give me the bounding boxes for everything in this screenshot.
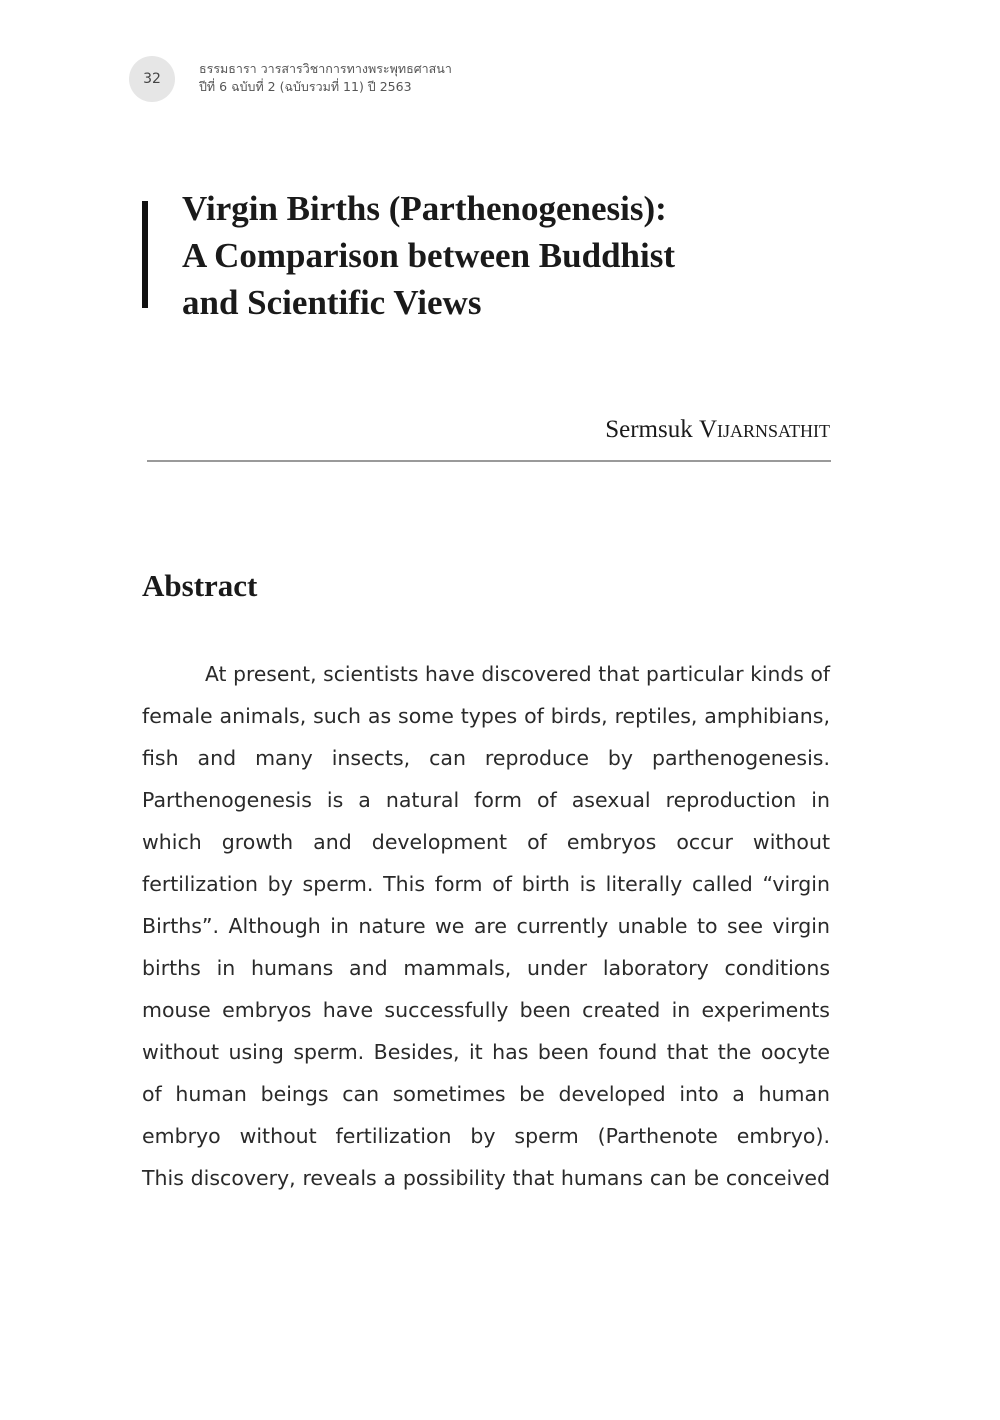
abstract-line: Births”. Although in nature we are currently unable to see virgin [142,914,830,938]
journal-header [199,60,452,96]
abstract-line: embryo without fertilization by sperm (Parthenote embryo). [142,1124,830,1148]
title-divider [147,460,831,462]
abstract-body [142,653,830,1199]
abstract-line: This discovery, reveals a possibility that humans can be conceived [142,1166,830,1190]
abstract-line: fertilization by sperm. This form of birth is literally called “virgin [142,872,830,896]
title-line: and Scientific Views [182,283,482,322]
abstract-line: which growth and development of embryos occur without [142,830,830,854]
abstract-line: births in humans and mammals, under laboratory conditions [142,956,830,980]
abstract-line: female animals, such as some types of birds, reptiles, amphibians, [142,704,830,728]
abstract-line: of human beings can sometimes be developed into a human [142,1082,830,1106]
author-family-name: Vijarnsathit [698,416,830,443]
page-number: 32 [143,71,161,87]
page-number-badge [129,56,175,102]
abstract-line: At present, scientists have discovered that particular kinds of [205,662,830,686]
title-line: A Comparison between Buddhist [182,236,676,275]
article-title [182,185,675,326]
journal-name: ธรรมธารา วารสารวิชาการทางพระพุทธศาสนา [199,61,452,76]
abstract-line: fish and many insects, can reproduce by parthenogenesis. [142,746,830,770]
author-name [605,416,830,444]
abstract-heading: Abstract [142,568,258,603]
abstract-line: mouse embryos have successfully been created in experiments [142,998,830,1022]
title-line: Virgin Births (Parthenogenesis): [182,189,667,228]
author-given-name: Sermsuk [605,416,693,443]
abstract-line: Parthenogenesis is a natural form of asexual reproduction in [142,788,830,812]
title-accent-bar [142,201,148,308]
abstract-line: without using sperm. Besides, it has been found that the oocyte [142,1040,830,1064]
journal-issue: ปีที่ 6 ฉบับที่ 2 (ฉบับรวมที่ 11) ปี 2563 [199,79,412,94]
